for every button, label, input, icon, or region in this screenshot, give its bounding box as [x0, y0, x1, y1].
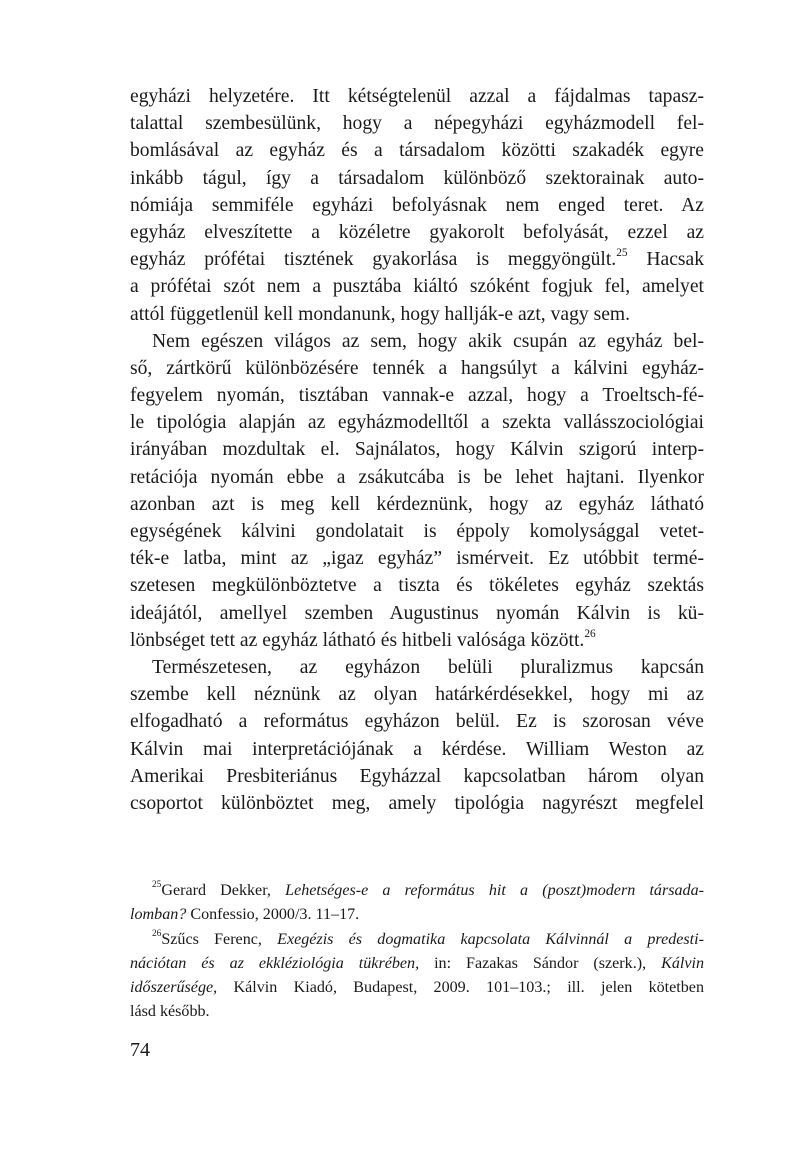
text-line: Nem egészen világos az sem, hogy akik csupán az egyház bel- [152, 330, 704, 352]
footnote-25-line: $^{25}$Gerard Dekker, Lehetséges-e a református hit a (poszt)modern társada- [152, 880, 704, 899]
footnote-26-line: időszerűsége, Kálvin Kiadó, Budapest, 2009. 101–103.; ill. jelen kötetben [130, 979, 704, 997]
footnote-ref-26: 26 [584, 627, 596, 640]
text-line: fegyelem nyomán, tisztában vannak-e azzal, hogy a Troeltsch-fé- [130, 385, 704, 407]
text-line: ső, zártkörű különbözésére tennék a hangsúlyt a kálvini egyház- [130, 357, 704, 379]
text-line: irányában mozdultak el. Sajnálatos, hogy Kálvin szigorú interp- [130, 439, 704, 461]
text-line: szetesen megkülönböztetve a tiszta és tökéletes egyház szektás [130, 575, 704, 597]
page-number: 74 [130, 1039, 150, 1061]
text-line: szembe kell néznünk az olyan határkérdésekkel, hogy mi az [130, 684, 704, 706]
text-line: egyház elveszítette a közéletre gyakorolt befolyását, ezzel az [130, 221, 704, 243]
text-line: lönbséget tett az egyház látható és hitbeli valósága között.$^{26}$ [130, 627, 596, 651]
text-line: ték-e latba, mint az „igaz egyház” ismérveit. Ez utóbbit termé- [130, 548, 704, 570]
text-line: Amerikai Presbiteriánus Egyházzal kapcsolatban három olyan [130, 765, 704, 787]
text-line: talattal szembesülünk, hogy a népegyházi egyházmodell fel- [130, 113, 704, 135]
footnotes [130, 879, 704, 1025]
text-line: a prófétai szót nem a pusztába kiáltó szóként fogjuk fel, amelyet [130, 276, 704, 298]
text-line: nómiája semmiféle egyházi befolyásnak nem enged teret. Az [130, 194, 704, 216]
text-line: inkább tágul, így a társadalom különböző szektorainak auto- [130, 167, 704, 189]
footnote-26-line: lásd később. [130, 1003, 210, 1021]
text-line: elfogadható a református egyházon belül. Ez is szorosan véve [130, 711, 704, 733]
text-line: egyház prófétai tisztének gyakorlása is meggyöngült.$^{25}$ Hacsak [130, 246, 705, 271]
text-line: attól függetlenül kell mondanunk, hogy hallják-e azt, vagy sem. [130, 303, 631, 325]
text-line: azonban azt is meg kell kérdeznünk, hogy az egyház látható [130, 493, 704, 515]
footnote-25-line: lomban? Confessio, 2000/3. 11–17. [130, 906, 360, 924]
text-line: egyházi helyzetére. Itt kétségtelenül azzal a fájdalmas tapasz- [130, 86, 704, 107]
text-line: le tipológia alapján az egyházmodelltől a szekta vallásszociológiai [130, 412, 704, 434]
body-text [130, 83, 704, 817]
text-line: Természetesen, az egyházon belüli pluralizmus kapcsán [152, 656, 704, 678]
text-line: Kálvin mai interpretációjának a kérdése. William Weston az [130, 738, 704, 760]
footnote-26-line: nációtan és az ekkléziológia tükrében, in: Fazakas Sándor (szerk.), Kálvin [130, 954, 704, 972]
text-line: egységének kálvini gondolatait is éppoly komolysággal vetet- [130, 521, 704, 542]
text-line: csoportot különböztet meg, amely tipológia nagyrészt megfelel [130, 792, 704, 814]
text-line: retációja nyomán ebbe a zsákutcába is be lehet hajtani. Ilyenkor [130, 466, 704, 488]
text-line: bomlásával az egyház és a társadalom közötti szakadék egyre [130, 140, 704, 162]
text-line: ideájától, amellyel szemben Augustinus nyomán Kálvin is kü- [130, 602, 704, 624]
footnote-ref-25: 25 [616, 246, 628, 259]
footnote-26-line: $^{26}$Szűcs Ferenc, Exegézis és dogmatika kapcsolata Kálvinnál a predesti- [152, 928, 704, 948]
